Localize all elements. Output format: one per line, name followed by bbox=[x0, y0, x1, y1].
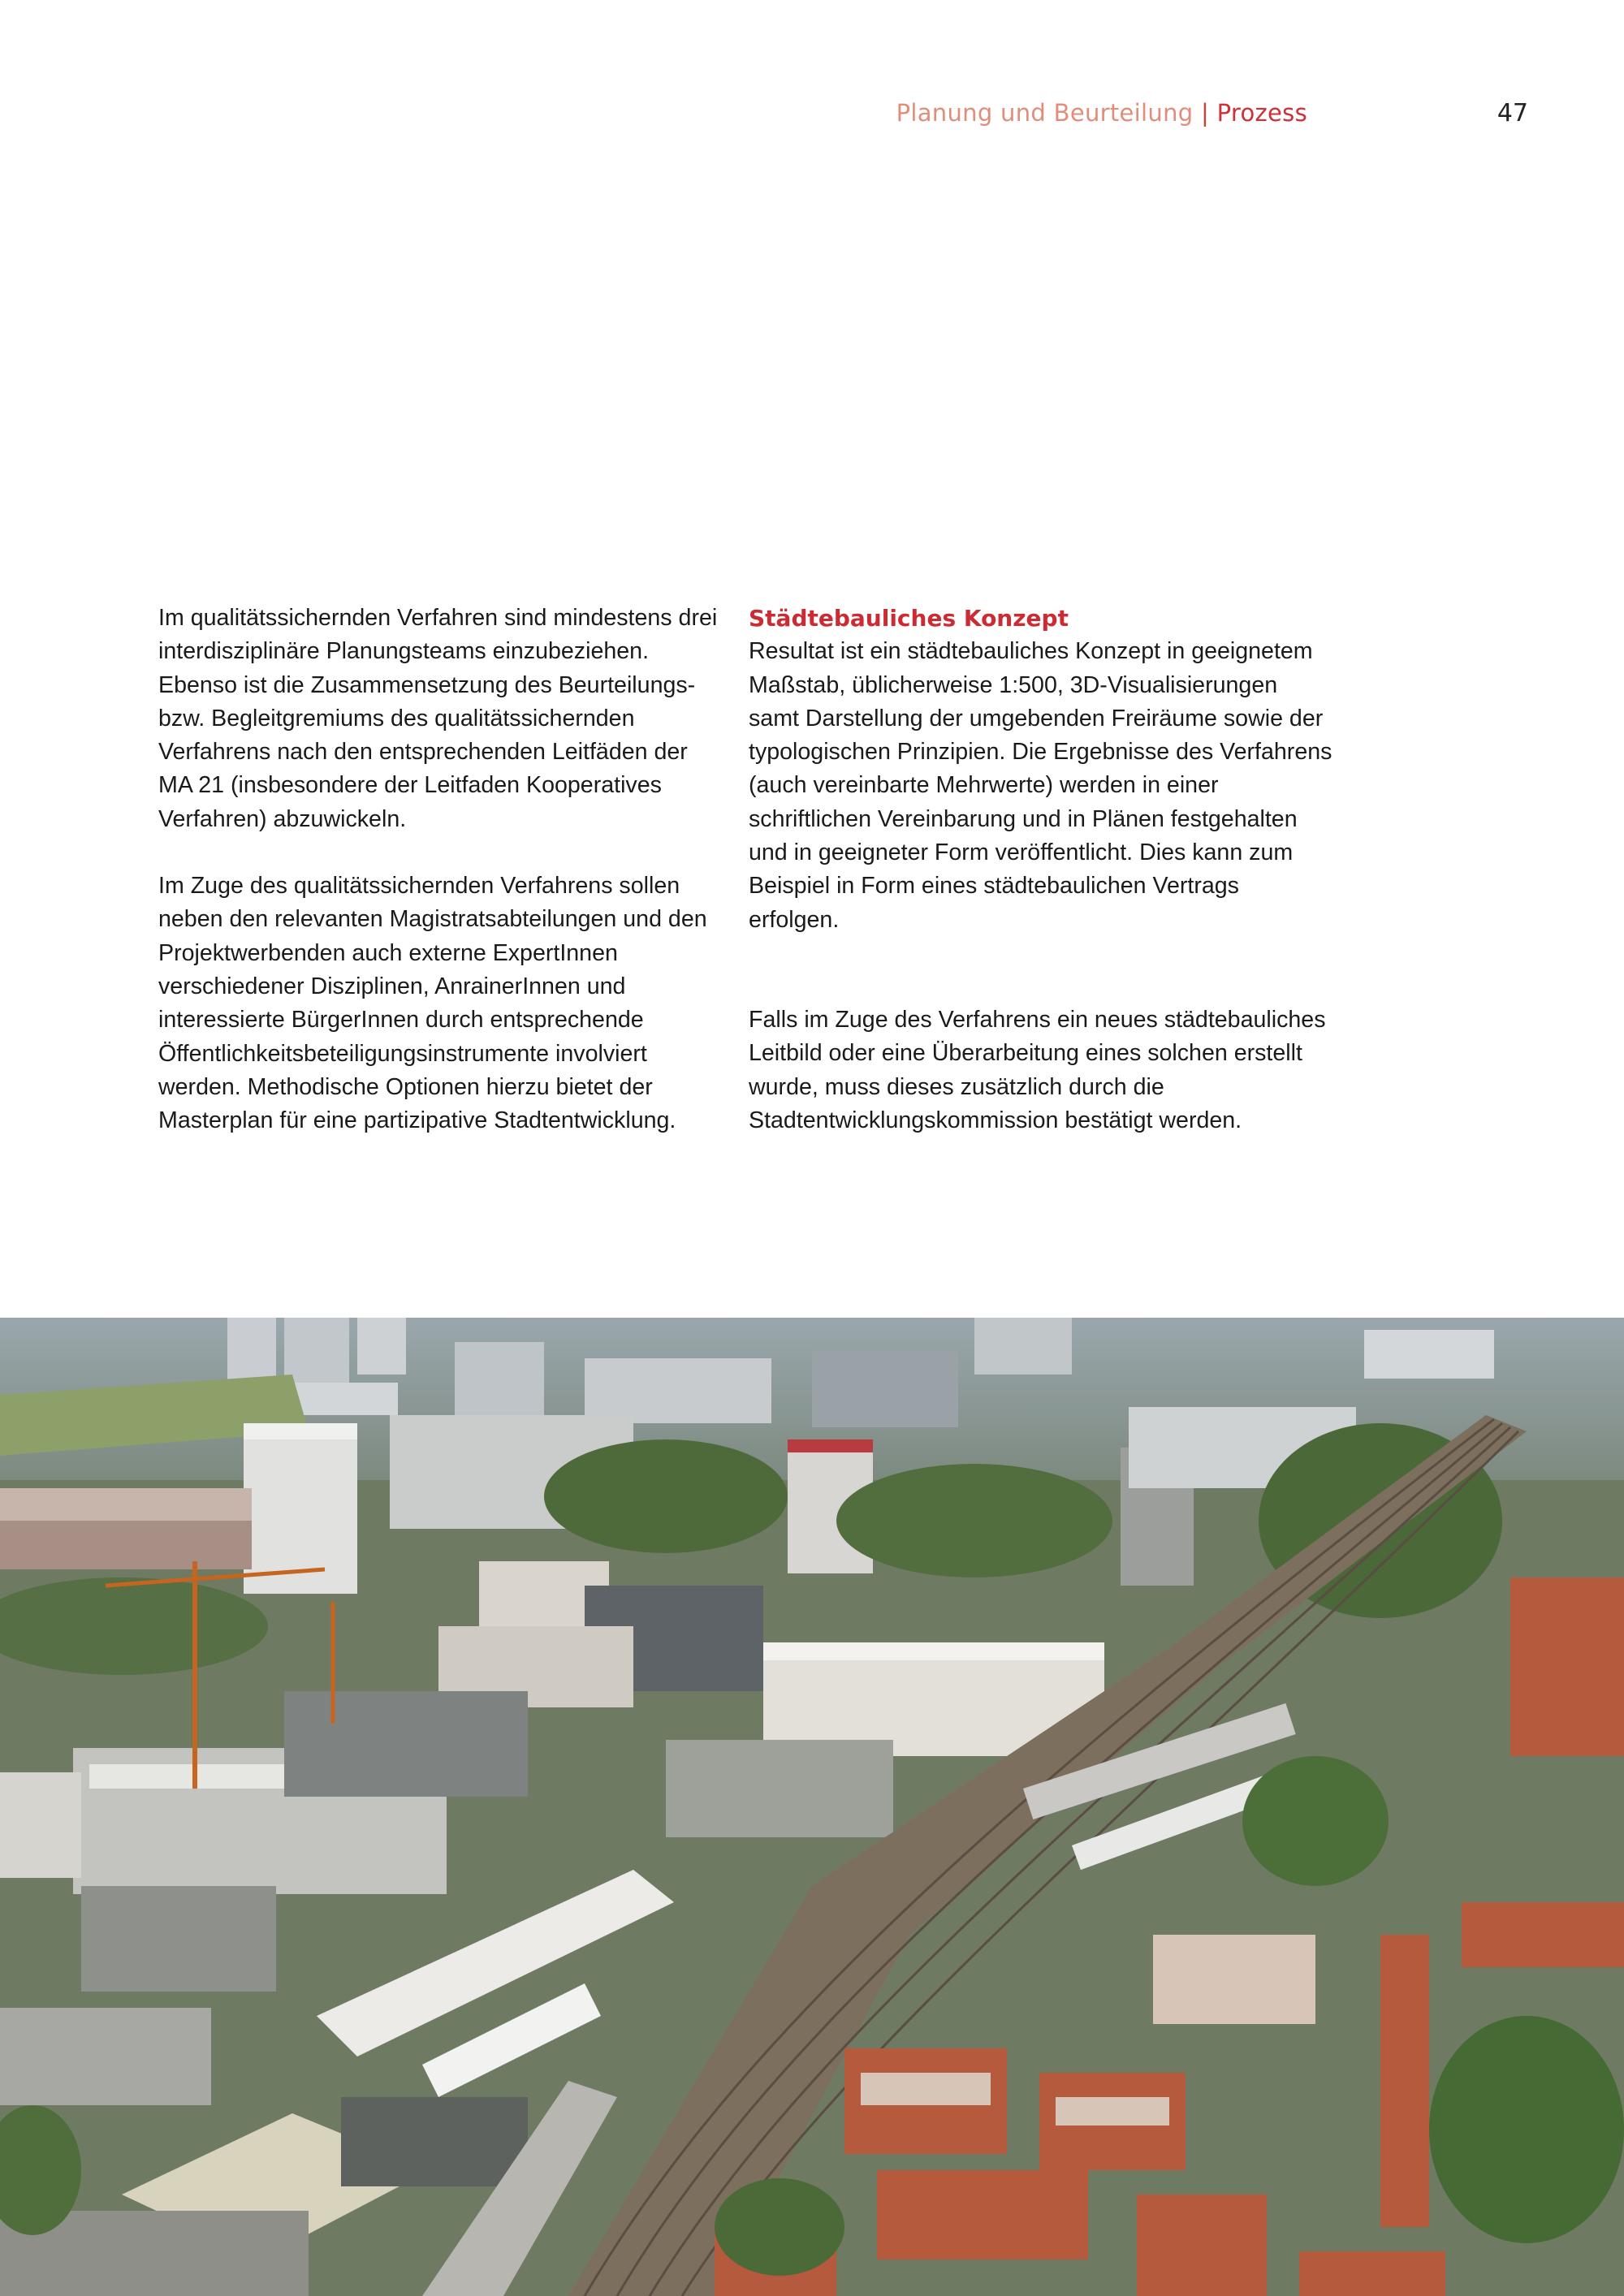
page-number: 47 bbox=[1497, 99, 1528, 127]
section-breadcrumb bbox=[896, 99, 1307, 127]
aerial-photo-illustration bbox=[0, 1318, 1624, 2296]
right-text-column bbox=[749, 602, 1333, 1137]
aerial-city-photo bbox=[0, 1318, 1624, 2296]
breadcrumb-current: Prozess bbox=[1216, 99, 1307, 127]
breadcrumb-separator: | bbox=[1201, 99, 1210, 127]
paragraph: Resultat ist ein städtebauliches Konzept in geeignetem Maßstab, üblicherweise 1:500, 3D-Visualisierungen samt Darstellung der umgebenden Freiräume sowie der typologischen Prinzipien. Die Ergebnisse des Verfahrens (auch vereinbarte Mehrwerte) werden in einer schriftlichen Vereinbarung und in Plänen festgehalten und in geeigneter Form veröffentlicht. Dies kann zum Beispiel in Form eines städtebaulichen Vertrags erfolgen. bbox=[749, 638, 1332, 933]
paragraph: Falls im Zuge des Verfahrens ein neues städtebauliches Leitbild oder eine Überarbeitung eines solchen erstellt wurde, muss dieses zusätzlich durch die Stadtentwicklungskommission bestätigt werden. bbox=[749, 1006, 1326, 1133]
paragraph: Im qualitätssichernden Verfahren sind mindestens drei interdisziplinäre Planungsteams einzubeziehen. Ebenso ist die Zusammensetzung des Beurteilungs- bzw. Begleitgremiums des qualitätssichernden Verfahrens nach den entsprechenden Leitfäden der MA 21 (insbesondere der Leitfaden Kooperatives Verfahren) abzuwickeln. bbox=[158, 605, 718, 832]
section-heading: Städtebauliches Konzept bbox=[749, 605, 1069, 632]
breadcrumb-parent: Planung und Beurteilung bbox=[896, 99, 1194, 127]
paragraph: Im Zuge des qualitätssichernden Verfahrens sollen neben den relevanten Magistratsabteilungen und den Projektwerbenden auch externe ExpertInnen verschiedener Disziplinen, AnrainerInnen und interessierte BürgerInnen durch entsprechende Öffentlichkeitsbeteiligungsinstrumente involviert werden. Methodische Optionen hierzu bietet der Masterplan für eine partizipative Stadtentwicklung. bbox=[158, 873, 707, 1134]
running-header bbox=[0, 99, 1624, 140]
left-text-column bbox=[158, 602, 727, 1137]
